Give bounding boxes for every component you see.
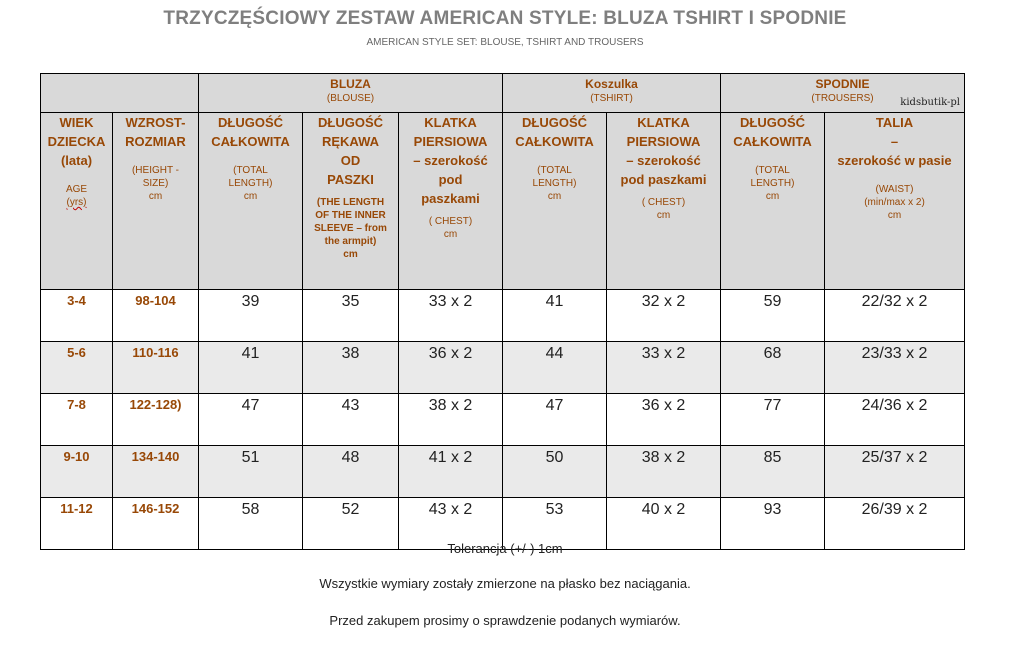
tshirt-length-label-1: DŁUGOŚĆ [522, 115, 587, 130]
trousers-length-label-en-1: (TOTAL [755, 165, 790, 176]
cell-trousers-length: 68 [721, 342, 825, 394]
brand-watermark: kidsbutik-pl [900, 97, 961, 108]
cell-height: 134-140 [113, 446, 199, 498]
cell-trousers-length: 77 [721, 394, 825, 446]
blouse-chest-label-5: paszkami [421, 191, 480, 206]
trousers-waist-label-unit: cm [887, 210, 902, 221]
table-row [41, 342, 965, 394]
cell-trousers-waist: 22/32 x 2 [825, 290, 965, 342]
group-trousers-sub: (TROUSERS) [811, 93, 874, 104]
cell-blouse-length: 39 [199, 290, 303, 342]
tolerance-note: Tolerancja (+/-) 1cm [447, 541, 563, 556]
check-note: Przed zakupem prosimy o sprawdzenie podanych wymiarów. [329, 613, 681, 628]
tshirt-chest-label-3: – szerokość [626, 153, 701, 168]
col-header-age [41, 113, 113, 290]
tshirt-chest-label-en-1: ( CHEST) [641, 197, 686, 208]
group-header-blouse [199, 74, 503, 113]
table-row [41, 446, 965, 498]
cell-blouse-sleeve: 52 [303, 498, 399, 550]
cell-height: 146-152 [113, 498, 199, 550]
blouse-length-label-en-2: LENGTH) [228, 178, 273, 189]
blouse-chest-label-2: PIERSIOWA [413, 134, 488, 149]
col-header-trousers-waist [825, 113, 965, 290]
column-header-row [41, 113, 965, 290]
cell-trousers-waist: 25/37 x 2 [825, 446, 965, 498]
trousers-waist-label-2: – [890, 134, 899, 149]
cell-tshirt-chest: 33 x 2 [607, 342, 721, 394]
col-header-blouse-chest [399, 113, 503, 290]
height-label-1: WZROST- [125, 115, 186, 130]
measurement-note: Wszystkie wymiary zostały zmierzone na płasko bez naciągania. [319, 576, 691, 591]
cell-trousers-waist: 24/36 x 2 [825, 394, 965, 446]
cell-tshirt-chest: 36 x 2 [607, 394, 721, 446]
group-header-trousers [721, 74, 965, 113]
cell-tshirt-length: 44 [503, 342, 607, 394]
cell-blouse-sleeve: 38 [303, 342, 399, 394]
cell-blouse-length: 58 [199, 498, 303, 550]
cell-trousers-length: 59 [721, 290, 825, 342]
blouse-sleeve-label-4: PASZKI [327, 172, 374, 187]
col-header-blouse-sleeve [303, 113, 399, 290]
group-tshirt-sub: (TSHIRT) [590, 93, 633, 104]
cell-blouse-length: 47 [199, 394, 303, 446]
group-header-tshirt [503, 74, 721, 113]
col-header-trousers-length [721, 113, 825, 290]
col-header-height [113, 113, 199, 290]
age-label-3: (lata) [60, 153, 93, 168]
age-label-en-1: AGE [65, 184, 88, 195]
blouse-sleeve-label-en-3: SLEEVE – from [314, 223, 387, 234]
blouse-sleeve-label-en-4: the armpit) [324, 236, 377, 247]
trousers-length-label-en-2: LENGTH) [750, 178, 795, 189]
blouse-length-label-unit: cm [243, 191, 258, 202]
tshirt-length-label-en-2: LENGTH) [532, 178, 577, 189]
tshirt-chest-label-1: KLATKA [637, 115, 690, 130]
cell-tshirt-chest: 40 x 2 [607, 498, 721, 550]
blouse-sleeve-label-unit: cm [343, 249, 358, 260]
cell-tshirt-chest: 32 x 2 [607, 290, 721, 342]
col-header-tshirt-length [503, 113, 607, 290]
blouse-length-label-2: CAŁKOWITA [211, 134, 290, 149]
cell-blouse-sleeve: 48 [303, 446, 399, 498]
age-label-en-2: (yrs) [66, 197, 87, 208]
trousers-waist-label-en-2: (min/max x 2) [864, 197, 925, 208]
blouse-chest-label-4: pod [438, 172, 463, 187]
cell-tshirt-length: 50 [503, 446, 607, 498]
cell-blouse-chest: 36 x 2 [399, 342, 503, 394]
blouse-length-label-1: DŁUGOŚĆ [218, 115, 283, 130]
tshirt-length-label-unit: cm [547, 191, 562, 202]
tshirt-length-label-en-1: (TOTAL [537, 165, 572, 176]
col-header-tshirt-chest [607, 113, 721, 290]
cell-blouse-sleeve: 43 [303, 394, 399, 446]
group-tshirt-title: Koszulka [585, 77, 638, 91]
group-header-empty [41, 74, 199, 113]
height-label-en-2: SIZE) [142, 178, 169, 189]
tshirt-chest-label-4: pod paszkami [620, 172, 707, 187]
cell-age: 7-8 [41, 394, 113, 446]
size-chart-table [40, 73, 965, 550]
blouse-sleeve-label-1: DŁUGOŚĆ [318, 115, 383, 130]
tshirt-chest-label-2: PIERSIOWA [626, 134, 701, 149]
cell-tshirt-length: 41 [503, 290, 607, 342]
cell-age: 5-6 [41, 342, 113, 394]
blouse-sleeve-label-en-2: OF THE INNER [315, 210, 386, 221]
size-rows [41, 290, 965, 550]
cell-tshirt-length: 53 [503, 498, 607, 550]
blouse-sleeve-label-en-1: (THE LENGTH [316, 197, 385, 208]
blouse-chest-label-3: – szerokość [413, 153, 488, 168]
cell-trousers-length: 85 [721, 446, 825, 498]
trousers-length-label-unit: cm [765, 191, 780, 202]
group-header-row [41, 74, 965, 113]
page-subtitle: AMERICAN STYLE SET: BLOUSE, TSHIRT AND TROUSERS [366, 37, 644, 48]
group-trousers-title: SPODNIE [815, 77, 870, 91]
cell-blouse-chest: 41 x 2 [399, 446, 503, 498]
blouse-sleeve-label-3: OD [340, 153, 361, 168]
trousers-waist-label-en-1: (WAIST) [875, 184, 914, 195]
table-row [41, 290, 965, 342]
group-blouse-sub: (BLOUSE) [326, 93, 375, 104]
cell-height: 110-116 [113, 342, 199, 394]
blouse-sleeve-label-2: RĘKAWA [321, 134, 380, 149]
blouse-chest-label-unit: cm [443, 229, 458, 240]
cell-height: 98-104 [113, 290, 199, 342]
cell-tshirt-chest: 38 x 2 [607, 446, 721, 498]
cell-age: 3-4 [41, 290, 113, 342]
group-blouse-title: BLUZA [330, 77, 371, 91]
cell-tshirt-length: 47 [503, 394, 607, 446]
cell-blouse-length: 51 [199, 446, 303, 498]
blouse-chest-label-1: KLATKA [424, 115, 477, 130]
blouse-chest-label-en-1: ( CHEST) [428, 216, 473, 227]
height-label-2: ROZMIAR [125, 134, 186, 149]
cell-trousers-waist: 26/39 x 2 [825, 498, 965, 550]
trousers-waist-label-1: TALIA [875, 115, 914, 130]
cell-blouse-chest: 38 x 2 [399, 394, 503, 446]
cell-trousers-length: 93 [721, 498, 825, 550]
height-label-en-1: (HEIGHT - [131, 165, 180, 176]
page-title: TRZYCZĘŚCIOWY ZESTAW AMERICAN STYLE: BLUZA TSHIRT I SPODNIE [163, 8, 847, 29]
trousers-length-label-2: CAŁKOWITA [733, 134, 812, 149]
age-label-2: DZIECKA [47, 134, 106, 149]
blouse-length-label-en-1: (TOTAL [233, 165, 268, 176]
cell-trousers-waist: 23/33 x 2 [825, 342, 965, 394]
table-row [41, 394, 965, 446]
cell-blouse-chest: 43 x 2 [399, 498, 503, 550]
cell-blouse-chest: 33 x 2 [399, 290, 503, 342]
cell-height: 122-128) [113, 394, 199, 446]
tshirt-chest-label-unit: cm [656, 210, 671, 221]
cell-age: 11-12 [41, 498, 113, 550]
age-label-1: WIEK [59, 115, 94, 130]
height-label-unit: cm [148, 191, 163, 202]
cell-blouse-length: 41 [199, 342, 303, 394]
tshirt-length-label-2: CAŁKOWITA [515, 134, 594, 149]
cell-blouse-sleeve: 35 [303, 290, 399, 342]
trousers-length-label-1: DŁUGOŚĆ [740, 115, 805, 130]
cell-age: 9-10 [41, 446, 113, 498]
col-header-blouse-length [199, 113, 303, 290]
trousers-waist-label-3: szerokość w pasie [837, 153, 952, 168]
